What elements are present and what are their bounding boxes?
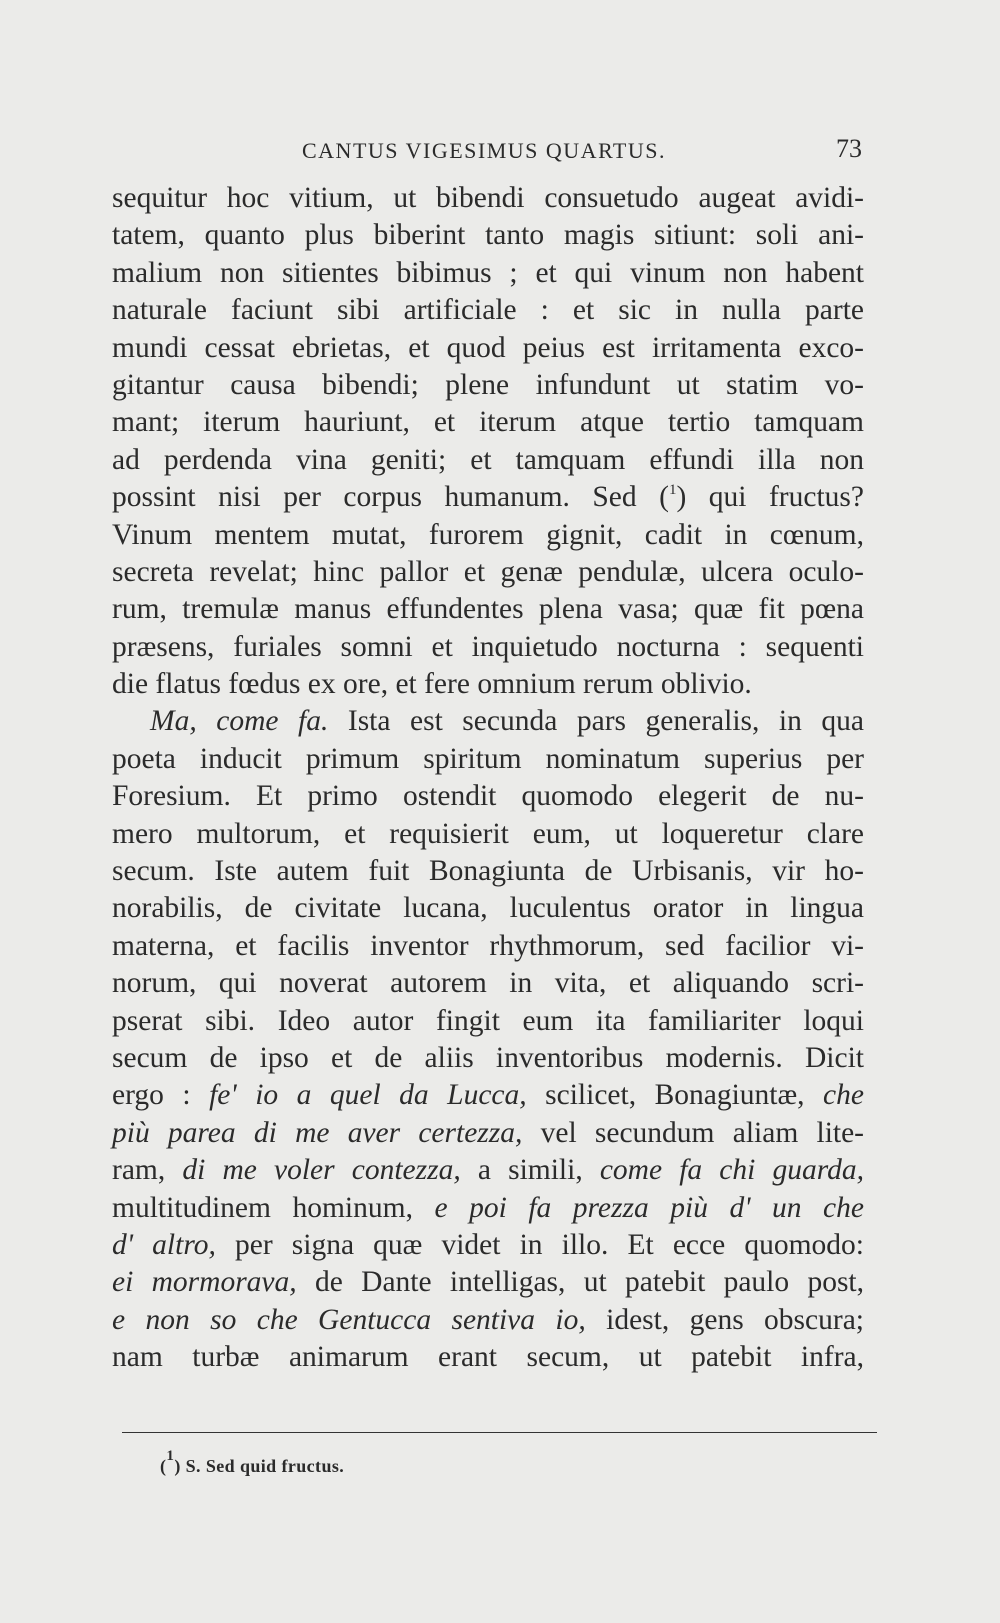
text-line (112, 292, 864, 329)
footnote (160, 1448, 345, 1477)
text-run: pserat sibi. Ideo autor fingit eum ita familiariter loqui (112, 1004, 864, 1037)
text-run: norabilis, de civitate lucana, luculentus orator in lingua (112, 892, 864, 925)
text-line (112, 180, 864, 217)
text-line (112, 1040, 864, 1077)
text-run: malium non sitientes bibimus ; et qui vinum non habent (112, 256, 864, 289)
text-run: ad perdenda vina geniti; et tamquam effundi illa non (112, 443, 864, 476)
text-line (112, 442, 864, 479)
text-run: naturale faciunt sibi artificiale : et sic in nulla parte (112, 294, 864, 327)
text-run: die flatus fœdus ex ore, et fere omnium rerum oblivio. (112, 668, 752, 701)
italic-quote: più parea di me aver certezza, (112, 1116, 523, 1149)
text-run: tatem, quanto plus biberint tanto magis sitiunt: soli ani- (112, 219, 864, 252)
italic-quote: d' altro, (112, 1228, 216, 1261)
text-line (112, 741, 864, 778)
italic-quote: e non so che Gentucca sentiva io, (112, 1303, 586, 1336)
text-run: poeta inducit primum spiritum nominatum superius per (112, 742, 864, 775)
text-run: Ista est secunda pars generalis, in qua (328, 705, 864, 738)
page-header (112, 134, 862, 178)
text-line (112, 853, 864, 890)
text-line (112, 1302, 864, 1339)
running-title: CANTUS VIGESIMUS QUARTUS. (302, 138, 666, 163)
footnote-open-paren: ( (160, 1456, 167, 1476)
text-line (112, 778, 864, 815)
footnote-text: S. Sed quid fructus. (180, 1456, 345, 1476)
text-line (112, 217, 864, 254)
text-line (112, 479, 864, 516)
text-run: secum de ipso et de aliis inventoribus modernis. Dicit (112, 1041, 864, 1074)
text-line (112, 591, 864, 628)
text-run: gitantur causa bibendi; plene infundunt ut statim vo- (112, 368, 864, 401)
footnote-close-paren: ) (174, 1456, 181, 1476)
text-run: ergo : (112, 1079, 210, 1112)
text-line (112, 1339, 864, 1376)
text-run: secreta revelat; hinc pallor et genæ pendulæ, ulcera oculo- (112, 555, 864, 588)
text-line (112, 367, 864, 404)
text-run: nam turbæ animarum erant secum, ut patebit infra, (112, 1341, 864, 1374)
text-line (112, 1227, 864, 1264)
text-run: per signa quæ videt in illo. Et ecce quomodo: (215, 1228, 864, 1261)
italic-quote: e poi fa prezza più d' un che (434, 1191, 864, 1224)
page-number: 73 (836, 134, 862, 163)
text-run: idest, gens obscura; (585, 1303, 864, 1336)
text-line (112, 1003, 864, 1040)
footnote-divider (122, 1432, 877, 1433)
italic-quote: Ma, come fa. (150, 705, 329, 738)
text-line (112, 1190, 864, 1227)
text-run: possint nisi per corpus humanum. Sed ( (112, 481, 669, 514)
italic-quote: ei mormorava, (112, 1266, 297, 1299)
text-line (112, 816, 864, 853)
footnote-reference: 1 (668, 482, 677, 499)
italic-quote: di me voler contezza, (182, 1154, 461, 1187)
text-run: scilicet, Bonagiuntæ, (526, 1079, 824, 1112)
text-run: norum, qui noverat autorem in vita, et aliquando scri- (112, 967, 864, 1000)
text-line (112, 703, 864, 740)
text-run: vel secundum aliam lite- (522, 1116, 864, 1149)
text-run: rum, tremulæ manus effundentes plena vasa; quæ fit pœna (112, 593, 864, 626)
text-run: Vinum mentem mutat, furorem gignit, cadit in cœnum, (112, 518, 864, 551)
text-line (112, 330, 864, 367)
text-run: de Dante intelligas, ut patebit paulo post, (296, 1266, 864, 1299)
text-run: ) qui fructus? (676, 481, 864, 514)
text-line (112, 928, 864, 965)
text-line (112, 1264, 864, 1301)
text-run: sequitur hoc vitium, ut bibendi consuetudo augeat avidi- (112, 182, 864, 214)
text-line (112, 629, 864, 666)
text-line (112, 965, 864, 1002)
text-run: materna, et facilis inventor rhythmorum, sed facilior vi- (112, 929, 864, 962)
text-run: multitudinem hominum, (112, 1191, 435, 1224)
text-line (112, 255, 864, 292)
text-line (112, 1115, 864, 1152)
text-line (112, 666, 864, 703)
text-line (112, 554, 864, 591)
text-line (112, 890, 864, 927)
body-text (112, 180, 864, 1377)
italic-quote: fe' io a quel da Lucca, (209, 1079, 527, 1112)
text-line (112, 1152, 864, 1189)
text-run: ram, (112, 1154, 183, 1187)
text-line (112, 404, 864, 441)
text-run: Foresium. Et primo ostendit quomodo elegerit de nu- (112, 780, 864, 813)
text-line (112, 517, 864, 554)
text-line (112, 1077, 864, 1114)
italic-quote: che (823, 1079, 864, 1112)
text-run: mundi cessat ebrietas, et quod peius est irritamenta exco- (112, 331, 864, 364)
italic-quote: come fa chi guarda, (599, 1154, 864, 1187)
text-run: secum. Iste autem fuit Bonagiunta de Urbisanis, vir ho- (112, 855, 864, 888)
text-run: mant; iterum hauriunt, et iterum atque tertio tamquam (112, 406, 864, 439)
text-run: a simili, (460, 1154, 600, 1187)
footnote-marker: 1 (166, 1448, 175, 1464)
text-run: mero multorum, et requisierit eum, ut loqueretur clare (112, 817, 864, 850)
text-run: præsens, furiales somni et inquietudo nocturna : sequenti (112, 630, 864, 663)
